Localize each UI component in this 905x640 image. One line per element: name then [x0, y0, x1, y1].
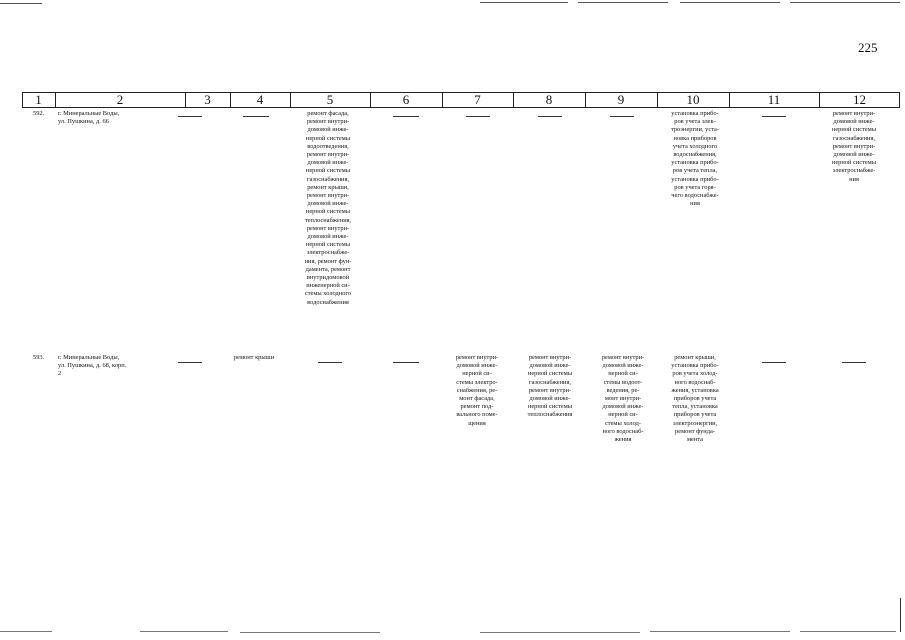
empty-cell-dash: [762, 116, 786, 117]
empty-cell-dash: [538, 116, 562, 117]
row-col8-works: ремонт внутри- домовой инже- нерной системы газоснабжения, ремонт внутри- домовой инже- нерной системы теплоснабжения: [527, 354, 573, 419]
header-col-11: 11: [767, 92, 781, 107]
empty-cell-dash: [178, 116, 202, 117]
empty-cell-dash: [393, 362, 419, 363]
col-divider: [585, 93, 586, 107]
col-divider: [899, 93, 900, 107]
header-col-3: 3: [204, 92, 211, 107]
row-col7-works: ремонт внутри- домовой инже- нерной си- стемы электро- снабжения, ре- монт фасада, ремонт под- вального поме- щения: [455, 354, 499, 427]
empty-cell-dash: [466, 116, 490, 117]
row-col4-works: ремонт крыши: [233, 354, 275, 361]
top-rule: [790, 2, 900, 3]
empty-cell-dash: [178, 362, 202, 363]
bottom-rule: [800, 631, 896, 632]
row-col12-works: ремонт внутри- домовой инже- нерной системы газоснабжения, ремонт внутри- домовой инже- нерной системы электроснабже- ния: [831, 110, 877, 183]
col-divider: [657, 93, 658, 107]
header-col-5: 5: [326, 92, 334, 107]
bottom-rule: [240, 632, 380, 633]
row-col9-works: ремонт внутри- домовой инже- нерной си- стемы водоот- ведения, ре- монт внутри- домовой инже- нерной си- стемы холод- ного водоснаб- жения: [601, 354, 645, 444]
header-col-1: 1: [35, 92, 42, 107]
top-rule: [480, 2, 568, 3]
bottom-rule: [650, 631, 790, 632]
row-col10-works: ремонт крыши, установка прибо- ров учета холод- ного водоснаб- жения, установка приборов учета тепла, установка приборов учета электроэнергии, ремонт фунда- мента: [671, 354, 719, 444]
page-number: 225: [858, 40, 878, 55]
table-header-row: [22, 92, 900, 108]
bottom-rule: [140, 631, 228, 632]
empty-cell-dash: [393, 116, 419, 117]
col-divider: [370, 93, 371, 107]
empty-cell-dash: [610, 116, 634, 117]
row-address: г. Минеральные Воды, ул. Пушкина, д. 68, корп. 2: [58, 354, 127, 378]
top-rule: [680, 2, 780, 3]
top-rule: [0, 3, 42, 4]
empty-cell-dash: [842, 362, 866, 363]
col-divider: [22, 93, 23, 107]
empty-cell-dash: [762, 362, 786, 363]
row-col10-works: установка прибо- ров учета элек- троэнергии, уста- новка приборов учета холодного водоснабжения, установка прибо- ров учета тепла, установка прибо- ров учета горя- чего водоснабже- ния: [670, 110, 720, 208]
header-col-7: 7: [474, 92, 481, 107]
col-divider: [442, 93, 443, 107]
header-col-9: 9: [617, 92, 625, 107]
top-rule: [578, 2, 668, 3]
col-divider: [819, 93, 820, 107]
bottom-rule: [0, 631, 52, 632]
row-address: г. Минеральные Воды, ул. Пушкина, д. 66: [58, 110, 120, 126]
header-col-12: 12: [853, 92, 866, 107]
col-divider: [185, 93, 186, 107]
scan-edge-mark: [900, 598, 901, 632]
row-number: 592.: [33, 110, 45, 117]
header-col-10: 10: [686, 92, 700, 107]
header-col-8: 8: [545, 92, 553, 107]
header-col-6: 6: [402, 92, 410, 107]
row-number: 593.: [33, 354, 45, 361]
row-col5-works: ремонт фасада, ремонт внутри- домовой инже- нерной системы водоотведения, ремонт внутри- домовой инже- нерной системы газоснабжения, ремонт крыши, ремонт внутри- домовой инже- нерной системы теплоснабжения, ремонт внутри- домовой инже- нерной системы электроснабже- ния, ремонт фун- дамента, ремонт внутридомовой инженерной си- стемы холодного водоснабжения: [304, 110, 352, 306]
col-divider: [729, 93, 730, 107]
col-divider: [290, 93, 291, 107]
header-col-4: 4: [256, 92, 264, 107]
col-divider: [55, 93, 56, 107]
header-col-2: 2: [116, 92, 124, 107]
bottom-rule: [480, 632, 640, 633]
col-divider: [230, 93, 231, 107]
empty-cell-dash: [318, 362, 342, 363]
empty-cell-dash: [243, 116, 269, 117]
col-divider: [513, 93, 514, 107]
